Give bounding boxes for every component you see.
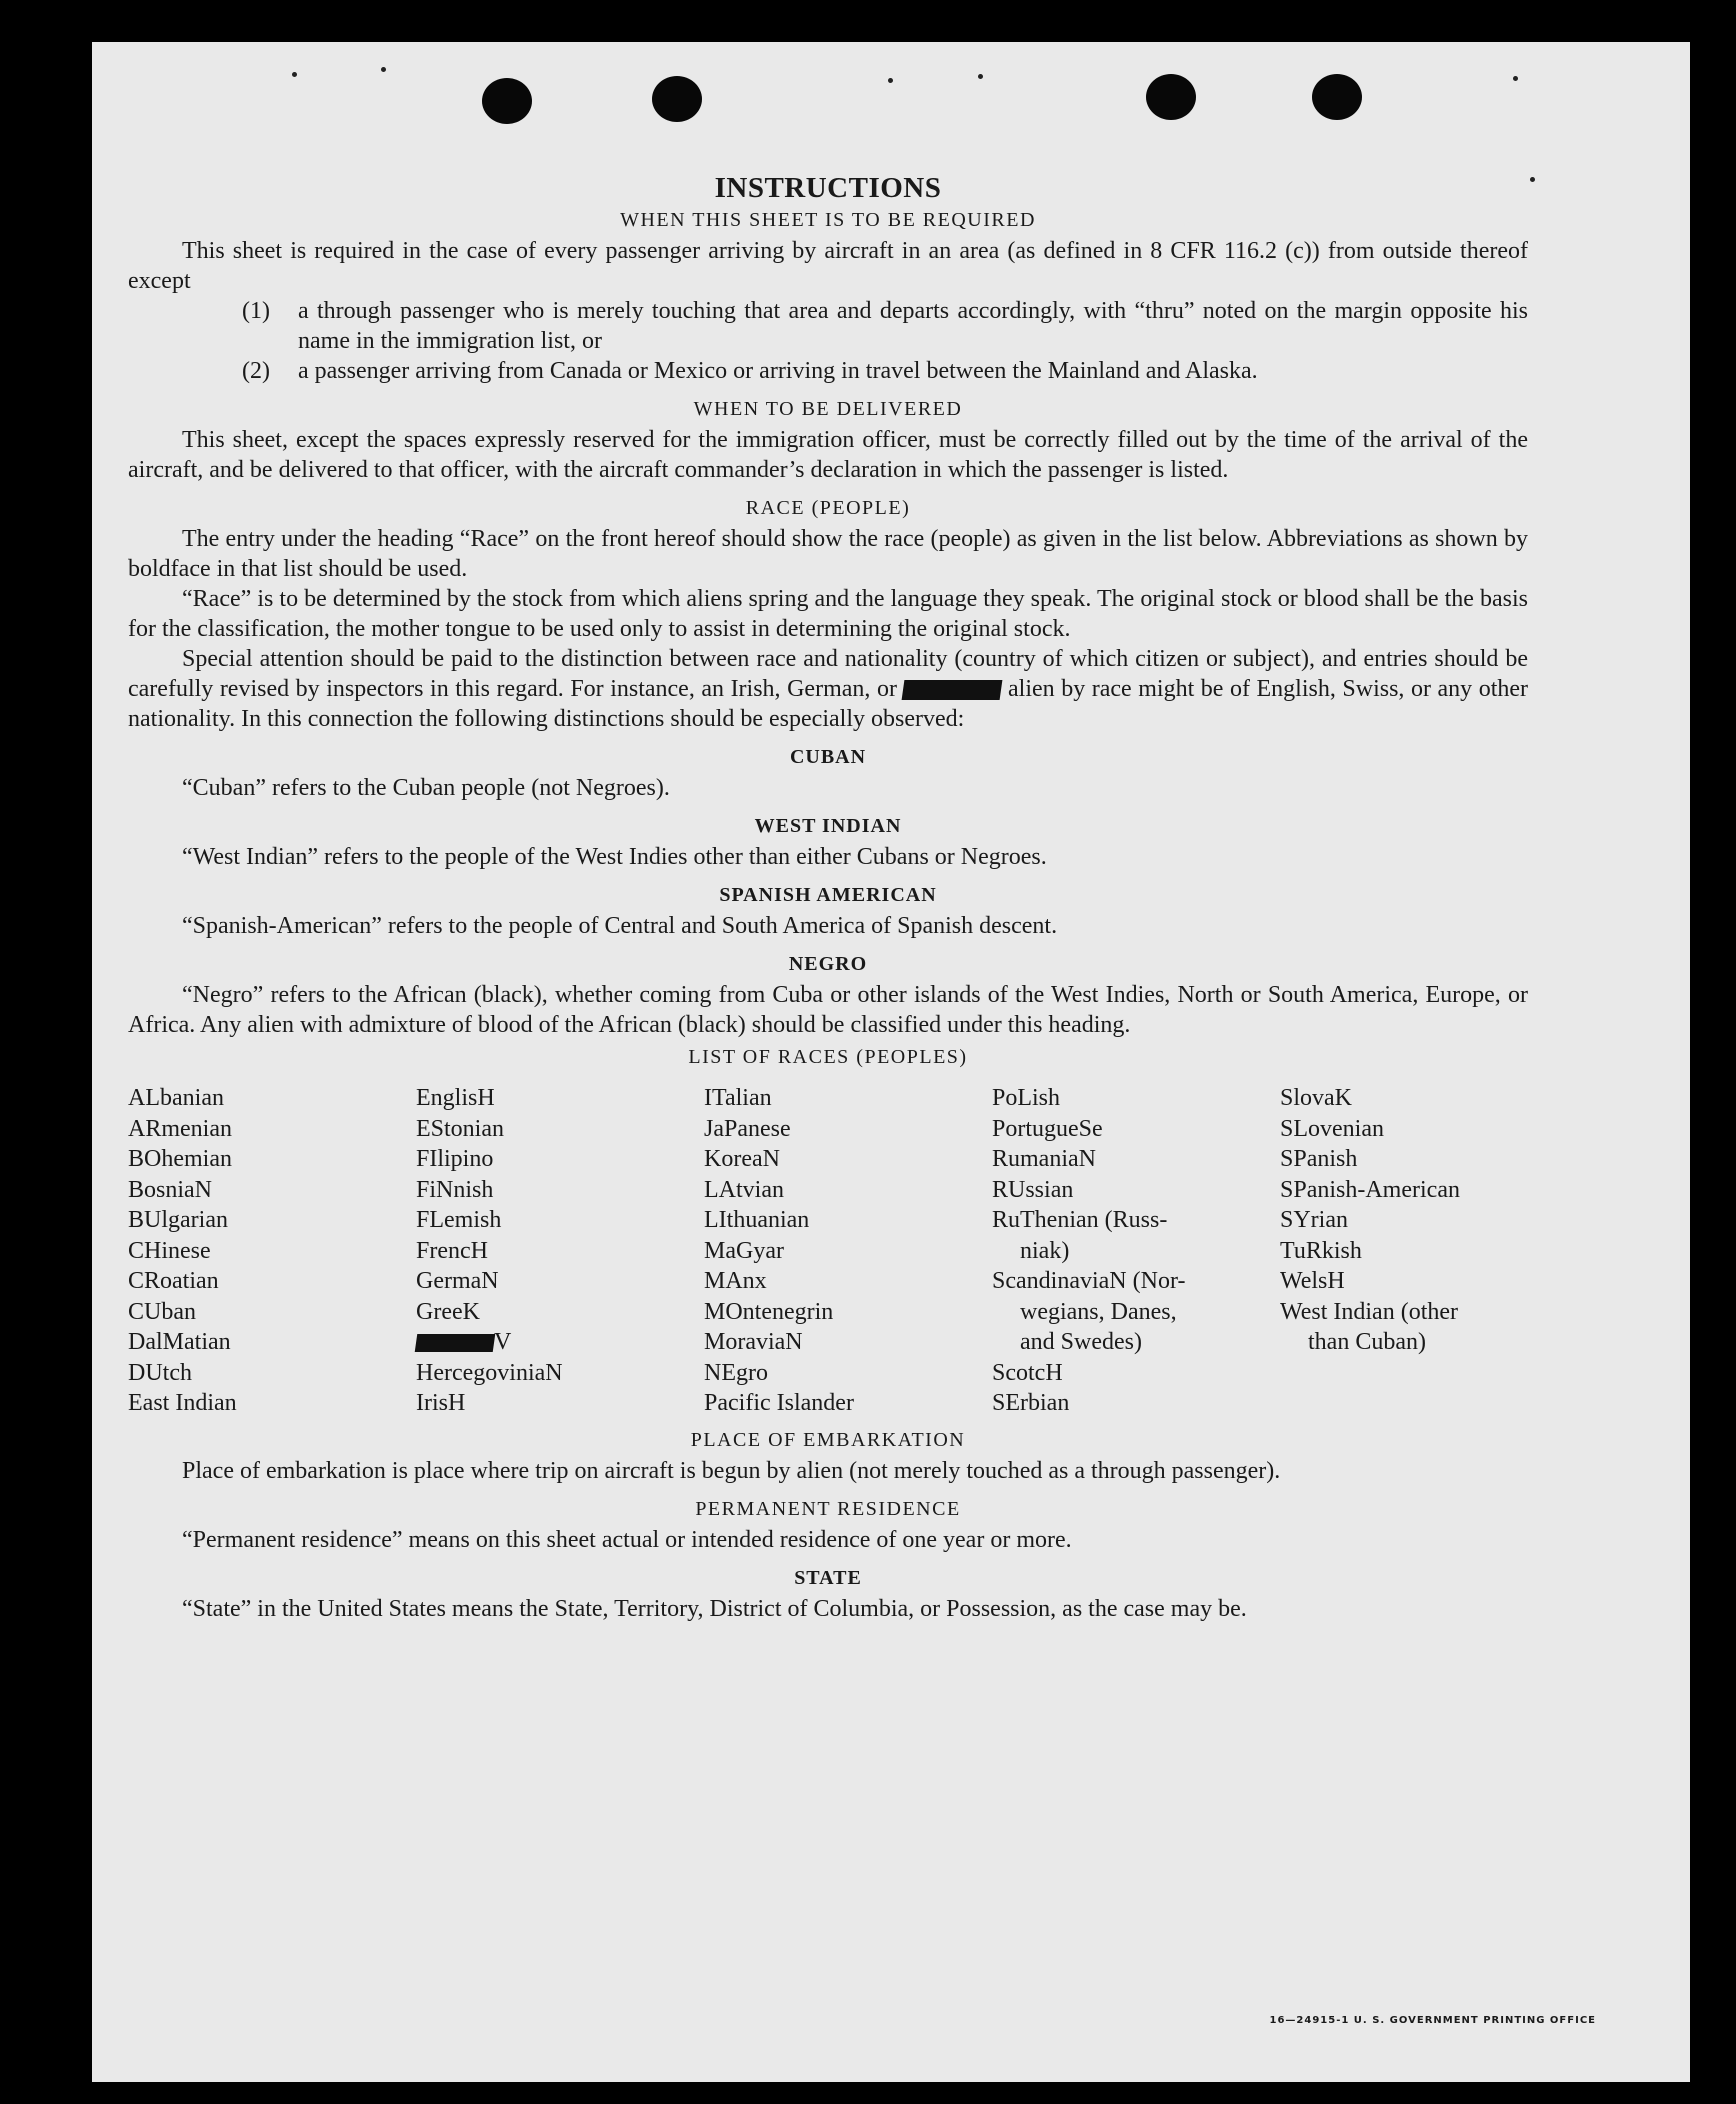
- speck: [381, 67, 386, 72]
- race-item: FrencH: [416, 1237, 488, 1264]
- race-item: BosniaN: [128, 1176, 212, 1203]
- paragraph: “Permanent residence” means on this sheet actual or intended residence of one year or more.: [182, 1526, 1072, 1553]
- redaction-mark: [415, 1334, 496, 1352]
- punch-hole: [1146, 74, 1196, 120]
- race-item: EStonian: [416, 1115, 504, 1142]
- punch-hole: [482, 78, 532, 124]
- paragraph: “State” in the United States means the State, Territory, District of Columbia, or Possession, as the case may be.: [182, 1595, 1247, 1622]
- race-item: EnglisH: [416, 1085, 495, 1111]
- race-item: ScandinaviaN (Nor-: [992, 1268, 1186, 1294]
- race-item: NEgro: [704, 1359, 768, 1386]
- paragraph: “Cuban” refers to the Cuban people (not Negroes).: [182, 775, 670, 801]
- section-heading: PLACE OF EMBARKATION: [690, 1428, 966, 1451]
- race-item: CRoatian: [128, 1268, 219, 1294]
- race-item: LAtvian: [704, 1176, 784, 1203]
- section-heading: SPANISH AMERICAN: [719, 884, 937, 906]
- speck: [888, 78, 893, 83]
- race-item: SLovenian: [1280, 1115, 1384, 1142]
- race-item: FiNnish: [416, 1176, 494, 1203]
- paragraph-part: Special attention should be paid to the distinction between race and nationality (country of which citizen or subject), and entries should be carefully revised by inspectors in this regard. For instance, an Irish, German, or: [128, 646, 1528, 702]
- section-heading: WEST INDIAN: [754, 815, 902, 837]
- race-item: DalMatian: [128, 1329, 231, 1355]
- race-item: ITalian: [704, 1085, 772, 1111]
- race-item: MoraviaN: [704, 1329, 803, 1355]
- section-heading: CUBAN: [789, 746, 867, 768]
- race-column-4: [992, 1083, 1280, 1419]
- race-item: JaPanese: [704, 1115, 791, 1142]
- race-item-continued: niak): [1020, 1237, 1070, 1264]
- paragraph: The entry under the heading “Race” on the front hereof should show the race (people) as given in the list below. Abbreviations as shown by boldface in that list should be used.: [128, 526, 1528, 582]
- race-item: East Indian: [128, 1390, 237, 1416]
- race-item: MaGyar: [704, 1237, 784, 1264]
- race-item-continued: than Cuban): [1308, 1329, 1426, 1355]
- race-item: TuRkish: [1280, 1237, 1362, 1264]
- race-item: MOntenegrin: [704, 1298, 834, 1325]
- race-item: IrisH: [416, 1390, 466, 1416]
- race-item: ALbanian: [128, 1085, 224, 1111]
- race-item: GermaN: [416, 1268, 499, 1294]
- race-item: BOhemian: [128, 1146, 232, 1172]
- clause-number: (2): [242, 358, 270, 384]
- race-item: SErbian: [992, 1390, 1070, 1416]
- race-item: CHinese: [128, 1237, 211, 1264]
- race-item: FLemish: [416, 1207, 502, 1233]
- section-heading: WHEN TO BE DELIVERED: [693, 398, 963, 420]
- race-item: ScotcH: [992, 1359, 1063, 1386]
- redacted-suffix: V: [494, 1329, 512, 1355]
- race-item: SPanish-American: [1280, 1176, 1460, 1203]
- race-list: [128, 1083, 1528, 1419]
- speck: [1513, 76, 1518, 81]
- instructions-content: [128, 172, 1528, 1624]
- race-item: West Indian (other: [1280, 1298, 1459, 1325]
- section-heading: LIST OF RACES (PEOPLES): [688, 1046, 968, 1068]
- race-item: PortugueSe: [992, 1115, 1103, 1142]
- clause-2: [242, 356, 1528, 386]
- race-item: FIlipino: [416, 1146, 494, 1172]
- race-item: DUtch: [128, 1359, 192, 1386]
- race-item: MAnx: [704, 1268, 767, 1294]
- clause-number: (1): [242, 298, 270, 324]
- race-item: RuThenian (Russ-: [992, 1207, 1168, 1233]
- punch-hole: [652, 76, 702, 122]
- race-item-continued: wegians, Danes,: [1020, 1298, 1177, 1325]
- paragraph: “Race” is to be determined by the stock from which aliens spring and the language they speak. The original stock or blood shall be the basis for the classification, the mother tongue to be used only to assist in determining the original stock.: [128, 586, 1528, 642]
- race-item: RUssian: [992, 1176, 1074, 1203]
- paragraph: “West Indian” refers to the people of the West Indies other than either Cubans or Negroes.: [182, 844, 1047, 870]
- paragraph: Place of embarkation is place where trip on aircraft is begun by alien (not merely touched as a through passenger).: [182, 1457, 1281, 1484]
- race-item: SYrian: [1280, 1207, 1348, 1233]
- paragraph-part: alien by race might be of English, Swiss, or any other nationality. In this connection the following distinctions should be especially observed:: [128, 676, 1529, 732]
- speck: [1530, 177, 1535, 182]
- punch-hole: [1312, 74, 1362, 120]
- paragraph: This sheet, except the spaces expressly reserved for the immigration officer, must be correctly filled out by the time of the arrival of the aircraft, and be delivered to that officer, with the aircraft commander’s declaration in which the passenger is listed.: [128, 427, 1528, 483]
- clause-1: [242, 296, 1528, 356]
- section-heading: RACE (PEOPLE): [745, 497, 911, 519]
- speck: [292, 72, 297, 77]
- race-item: HercegoviniaN: [416, 1359, 563, 1386]
- paragraph: This sheet is required in the case of every passenger arriving by aircraft in an area (as defined in 8 CFR 116.2 (c)) from outside thereof except: [128, 238, 1528, 294]
- race-item: BUlgarian: [128, 1207, 228, 1233]
- race-item: PoLish: [992, 1085, 1061, 1111]
- race-column-1: [128, 1083, 416, 1419]
- race-item: LIthuanian: [704, 1207, 810, 1233]
- race-column-2: [416, 1083, 704, 1419]
- paragraph: “Spanish-American” refers to the people of Central and South America of Spanish descent.: [182, 913, 1058, 939]
- paragraph: [128, 644, 1528, 734]
- redaction-mark: [902, 680, 1003, 700]
- race-item-redacted: [416, 1327, 704, 1358]
- race-item: WelsH: [1280, 1268, 1345, 1294]
- speck: [978, 74, 983, 79]
- document-sheet: [92, 42, 1690, 2082]
- section-heading: NEGRO: [788, 953, 868, 975]
- race-column-5: [1280, 1083, 1568, 1419]
- section-heading: STATE: [794, 1566, 862, 1589]
- page-title: INSTRUCTIONS: [714, 172, 942, 204]
- race-item: ARmenian: [128, 1115, 232, 1142]
- printer-imprint: 16—24915-1 U. S. GOVERNMENT PRINTING OFFICE: [1269, 2015, 1596, 2026]
- race-item: KoreaN: [704, 1146, 780, 1172]
- section-heading: WHEN THIS SHEET IS TO BE REQUIRED: [620, 209, 1036, 231]
- section-heading: PERMANENT RESIDENCE: [695, 1497, 961, 1520]
- race-item: GreeK: [416, 1298, 480, 1325]
- race-item: Pacific Islander: [704, 1390, 854, 1416]
- clause-text: a through passenger who is merely touching that area and departs accordingly, with “thru” noted on the margin opposite his name in the immigration list, or: [298, 298, 1528, 354]
- race-item: SPanish: [1280, 1146, 1358, 1172]
- clause-text: a passenger arriving from Canada or Mexico or arriving in travel between the Mainland and Alaska.: [298, 358, 1258, 384]
- paragraph: “Negro” refers to the African (black), whether coming from Cuba or other islands of the West Indies, North or South America, Europe, or Africa. Any alien with admixture of blood of the African (black) should be classified under this heading.: [128, 982, 1528, 1038]
- race-item: RumaniaN: [992, 1146, 1096, 1172]
- race-column-3: [704, 1083, 992, 1419]
- race-item: SlovaK: [1280, 1085, 1352, 1111]
- race-item: CUban: [128, 1298, 196, 1325]
- race-item-continued: and Swedes): [1020, 1329, 1142, 1355]
